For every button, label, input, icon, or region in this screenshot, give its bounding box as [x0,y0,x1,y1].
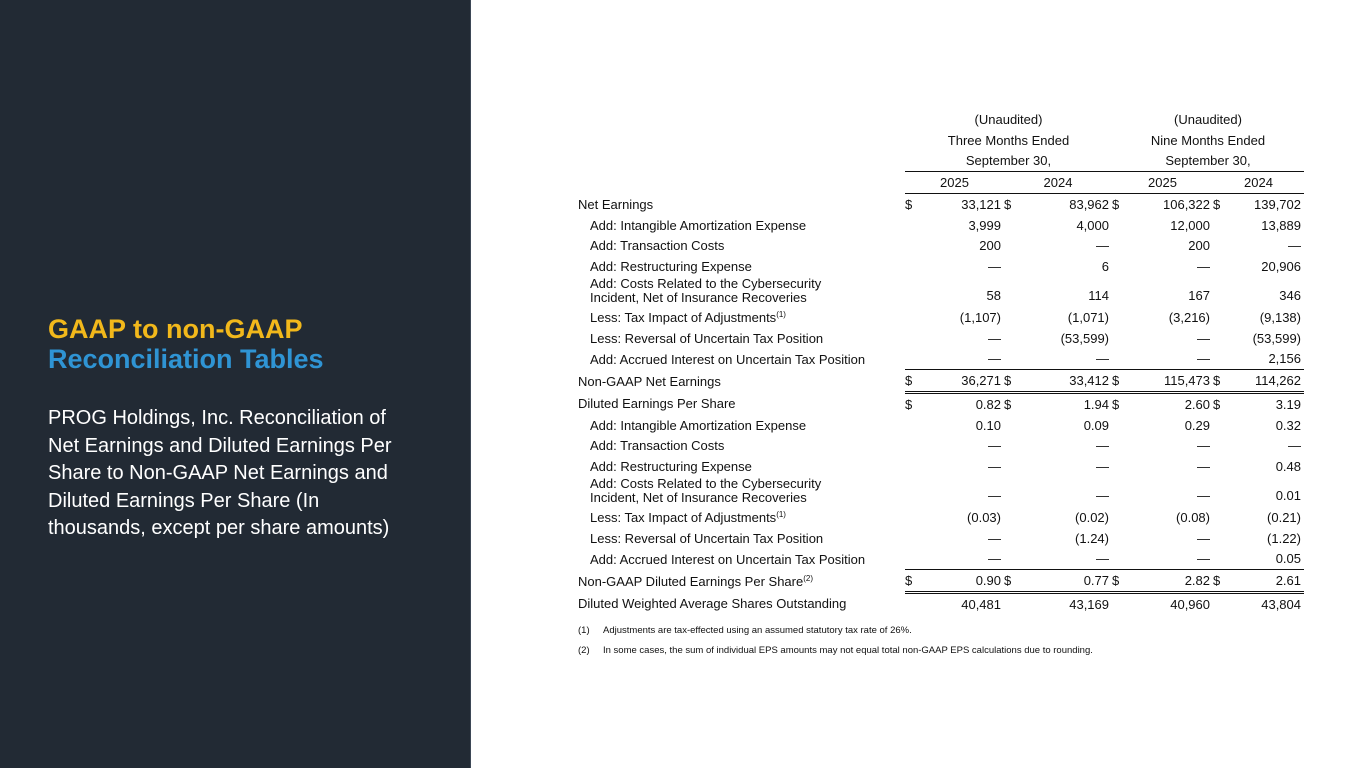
table-row [578,256,1304,277]
cell-value: 6 [1101,259,1109,275]
cell-value: (53,599) [1060,330,1109,346]
currency-symbol: $ [1112,370,1124,393]
cell-value: — [1197,530,1210,546]
row-label-line-2: Incident, Net of Insurance Recoveries [590,490,807,505]
row-label: Net Earnings [578,196,654,212]
cell-value: 58 [986,288,1001,303]
table-row [578,307,1304,328]
cell-value: — [1124,549,1213,570]
row-label [578,277,905,307]
header-row-period [578,130,1304,151]
year-col-3: 2025 [1112,172,1213,194]
currency-symbol: $ [1213,370,1225,393]
header-row-unaudited [578,109,1304,130]
cell-value: — [1197,330,1210,346]
currency-symbol: $ [1004,570,1016,593]
title-line-1: GAAP to non-GAAP [48,314,303,344]
footnote-text: In some cases, the sum of individual EPS amounts may not equal total non-GAAP EPS calculations due to rounding. [603,644,1093,656]
group1-line1: (Unaudited) [974,111,1043,127]
group2-line3: September 30, [1165,153,1251,169]
row-label: Non-GAAP Net Earnings [578,373,721,389]
header-row-date [578,151,1304,172]
cell-value: (1.22) [1267,530,1301,546]
cell-value: (0.21) [1267,509,1301,525]
table-row [578,349,1304,370]
cell-value: 114,262 [1225,370,1304,393]
cell-value: (3,216) [1168,309,1210,325]
row-label: Add: Intangible Amortization Expense [590,217,807,233]
table-row [578,507,1304,528]
currency-symbol: $ [1004,396,1012,412]
currency-symbol: $ [905,196,913,212]
sidebar-description: PROG Holdings, Inc. Reconciliation of Net Earnings and Diluted Earnings Per Share to Non-GAAP Net Earnings and Diluted Earnings Per Share (In thousands, except per share amounts) [48,407,392,539]
cell-value: 0.77 [1016,570,1112,593]
currency-symbol: $ [905,370,917,393]
row-label [578,307,905,328]
group1-line2: Three Months Ended [947,132,1070,148]
footnote-ref: (1) [776,309,786,319]
cell-value: 3,999 [968,217,1001,233]
cell-value: — [1096,438,1109,454]
table-row [578,215,1304,236]
year-header-row [578,172,1304,194]
table-row [578,456,1304,477]
cell-value: 115,473 [1124,370,1213,393]
cell-value: 0.05 [1225,549,1304,570]
row-label-line-1: Add: Costs Related to the Cybersecurity [590,276,822,291]
cell-value: 4,000 [1076,217,1109,233]
footnote-number: (2) [578,644,590,656]
table-row [578,393,1304,415]
cell-value: — [1288,438,1301,454]
footnotes [578,621,1093,660]
cell-value: (0.08) [1176,509,1210,525]
footnote [578,641,1093,661]
cell-value: (53,599) [1252,330,1301,346]
cell-value: 0.09 [1083,417,1109,433]
currency-symbol: $ [905,570,917,593]
cell-value: 2.61 [1225,570,1304,593]
cell-value: 139,702 [1254,196,1301,212]
row-label: Add: Restructuring Expense [590,259,752,275]
currency-symbol: $ [1213,570,1225,593]
currency-symbol: $ [1004,196,1012,212]
row-label: Add: Intangible Amortization Expense [590,417,807,433]
cell-value: (1,107) [959,309,1001,325]
cell-value: (0.02) [1075,509,1109,525]
row-label-text: Less: Tax Impact of Adjustments [590,509,777,525]
row-label [578,477,905,507]
cell-value: 0.82 [975,396,1001,412]
currency-symbol: $ [1112,196,1120,212]
footnote-text: Adjustments are tax-effected using an assumed statutory tax rate of 26%. [603,625,912,636]
table-row [578,415,1304,436]
row-label: Add: Transaction Costs [590,438,725,454]
cell-value: (0.03) [967,509,1001,525]
cell-value: 2.60 [1184,396,1210,412]
cell-value: — [1197,488,1210,503]
cell-value: 33,121 [961,196,1001,212]
currency-symbol: $ [1213,396,1221,412]
sidebar-content [48,314,418,543]
cell-value: — [917,349,1004,370]
row-label: Add: Transaction Costs [590,238,725,254]
footnote [578,621,1093,641]
cell-value: — [988,330,1001,346]
cell-value: (1,071) [1067,309,1109,325]
year-col-4: 2024 [1213,172,1304,194]
footnote-ref: (1) [776,509,786,519]
table-row [578,528,1304,549]
cell-value: — [1197,259,1210,275]
cell-value: (9,138) [1259,309,1301,325]
cell-value: 200 [979,238,1001,254]
row-label [578,507,905,528]
cell-value: 0.48 [1275,459,1301,475]
row-label-line-1: Add: Costs Related to the Cybersecurity [590,476,822,491]
title-line-2: Reconciliation Tables [48,344,324,374]
currency-symbol: $ [1112,396,1120,412]
cell-value: 167 [1188,288,1210,303]
row-label: Less: Reversal of Uncertain Tax Position [590,530,824,546]
cell-value: 114 [1088,288,1109,303]
cell-value: — [988,459,1001,475]
row-label-text: Less: Tax Impact of Adjustments [590,309,777,325]
group1-line3: September 30, [965,153,1052,169]
row-label [578,570,905,593]
table-row-total [578,370,1304,393]
cell-value: 40,481 [961,596,1001,612]
cell-value: 0.01 [1275,488,1301,503]
footnote-number: (1) [578,625,590,636]
cell-value: — [1124,349,1213,370]
cell-value: — [1197,438,1210,454]
table-row-total [578,570,1304,593]
table-row [578,277,1304,307]
reconciliation-table [578,109,1304,615]
cell-value: 20,906 [1261,259,1301,275]
row-label: Add: Restructuring Expense [590,459,752,475]
row-label: Diluted Earnings Per Share [578,396,736,412]
cell-value: — [1288,238,1301,254]
group2-line2: Nine Months Ended [1150,132,1266,148]
row-label-line-2: Incident, Net of Insurance Recoveries [590,290,807,305]
cell-value: 36,271 [917,370,1004,393]
table-row [578,593,1304,615]
table-row [578,236,1304,257]
table-row [578,549,1304,570]
cell-value: — [1096,488,1109,503]
table-row [578,477,1304,507]
cell-value: 2,156 [1225,349,1304,370]
cell-value: — [988,259,1001,275]
cell-value: 106,322 [1163,196,1210,212]
currency-symbol: $ [1004,370,1016,393]
cell-value: — [988,488,1001,503]
table-row [578,436,1304,457]
cell-value: 1.94 [1083,396,1109,412]
cell-value: 0.32 [1275,417,1301,433]
cell-value: 0.90 [917,570,1004,593]
footnote-ref: (2) [803,573,813,583]
cell-value: — [1096,459,1109,475]
cell-value: 33,412 [1016,370,1112,393]
cell-value: (1.24) [1075,530,1109,546]
currency-symbol: $ [1213,196,1221,212]
cell-value: 2.82 [1124,570,1213,593]
row-label: Less: Reversal of Uncertain Tax Position [590,330,824,346]
cell-value: 346 [1279,288,1301,303]
cell-value: — [988,438,1001,454]
sidebar-panel [0,0,471,768]
cell-value: 12,000 [1170,217,1210,233]
row-label-text: Non-GAAP Diluted Earnings Per Share [578,573,804,589]
cell-value: 83,962 [1069,196,1109,212]
group2-line1: (Unaudited) [1174,111,1242,127]
cell-value: — [1016,549,1112,570]
cell-value: 13,889 [1261,217,1301,233]
cell-value: — [1096,238,1109,254]
row-label: Add: Accrued Interest on Uncertain Tax Position [590,351,866,367]
row-label: Add: Accrued Interest on Uncertain Tax Position [590,551,866,567]
cell-value: — [1197,459,1210,475]
table-row [578,194,1304,215]
cell-value: 43,804 [1261,596,1301,612]
year-col-2: 2024 [1004,172,1112,194]
cell-value: 0.10 [975,417,1001,433]
cell-value: — [917,549,1004,570]
cell-value: 43,169 [1069,596,1109,612]
cell-value: 0.29 [1184,417,1210,433]
cell-value: — [988,530,1001,546]
cell-value: 40,960 [1170,596,1210,612]
cell-value: 200 [1188,238,1210,254]
cell-value: 3.19 [1275,396,1301,412]
currency-symbol: $ [905,396,913,412]
cell-value: — [1016,349,1112,370]
row-label: Diluted Weighted Average Shares Outstanding [578,596,847,612]
year-col-1: 2025 [905,172,1004,194]
currency-symbol: $ [1112,570,1124,593]
table-row [578,328,1304,349]
